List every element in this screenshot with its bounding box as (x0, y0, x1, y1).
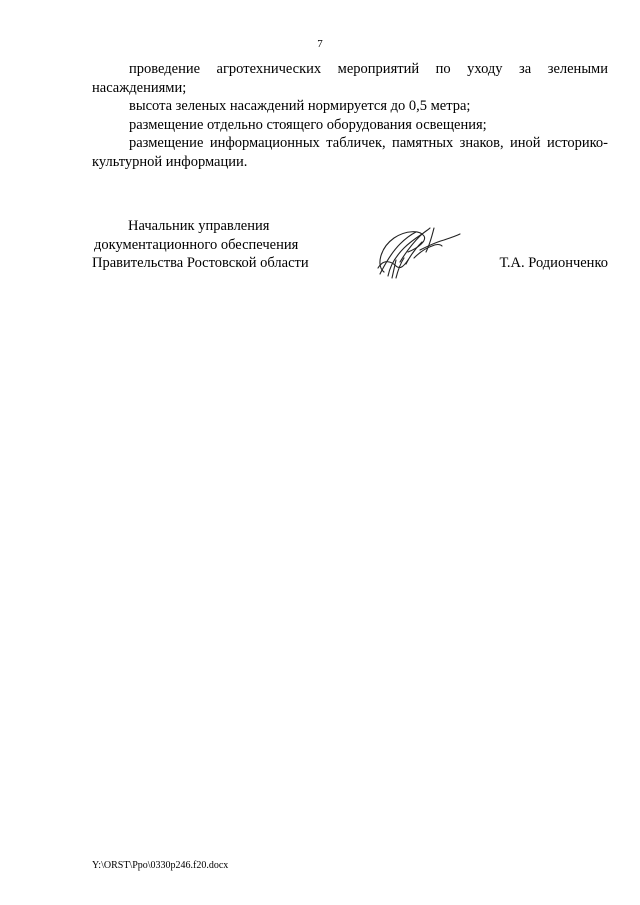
signatory-title-line: Правительства Ростовской области (92, 255, 309, 272)
paragraph-item: размещение отдельно стоящего оборудования освещения; (129, 116, 487, 133)
signatory-title-line: документационного обеспечения (94, 236, 299, 253)
signatory-title-line: Начальник управления (128, 218, 270, 234)
paragraph-item: высота зеленых насаждений нормируется до 0,5 метра; (129, 98, 471, 115)
paragraph-item: размещение информационных табличек, памятных знаков, иной историко-культурной информации. (92, 135, 608, 170)
file-path-footer: Y:\ORST\Ppo\0330p246.f20.docx (92, 860, 229, 871)
handwritten-signature (370, 222, 462, 280)
page-number: 7 (317, 38, 323, 50)
signatory-title (92, 217, 309, 273)
signatory-name: Т.А. Родионченко (499, 255, 608, 271)
paragraph-item: проведение агротехнических мероприятий по уходу за зелеными насаждениями; (92, 61, 608, 96)
document-body (92, 60, 608, 172)
